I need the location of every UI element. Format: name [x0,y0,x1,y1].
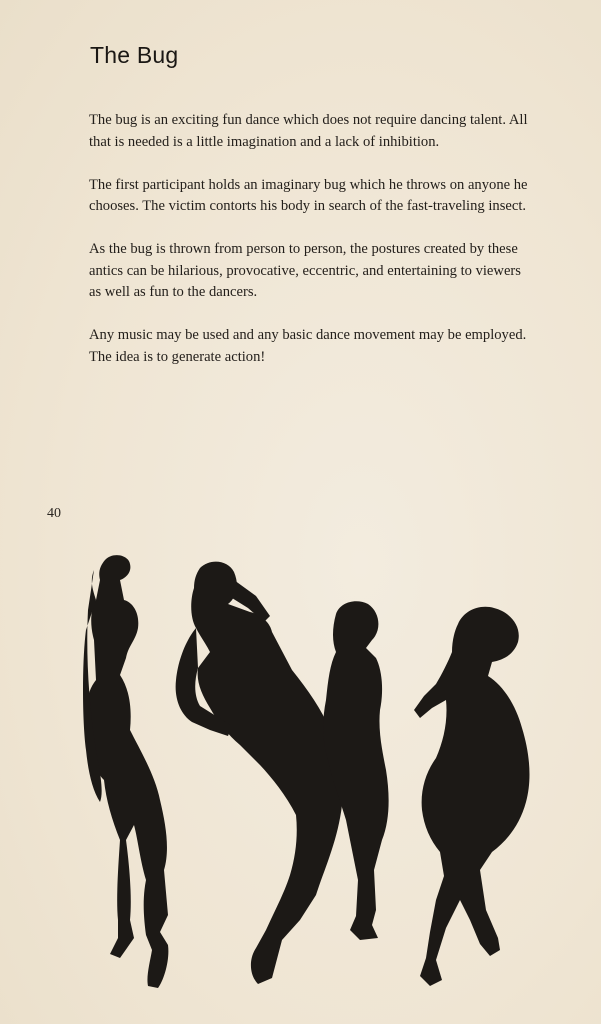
dancers-silhouette-icon [60,540,560,1010]
paragraph: The first participant holds an imaginary bug which he throws on anyone he chooses. The victim contorts his body in search of the fast-traveling insect. [89,176,528,214]
dancer-silhouette-3 [323,601,388,940]
dancer-silhouette-2 [176,562,343,984]
paragraph: The bug is an exciting fun dance which does not require dancing talent. All that is needed is a little imagination and a lack of inhibition. [89,112,528,150]
body-text [89,110,529,390]
paragraph: Any music may be used and any basic dance movement may be employed. The idea is to generate action! [89,327,527,365]
page-number: 40 [47,506,61,521]
page-title: The Bug [90,42,179,68]
dancer-silhouette-1 [83,555,168,988]
dancer-silhouette-4 [414,607,529,986]
dancers-photo [60,540,560,1010]
paragraph: As the bug is thrown from person to person, the postures created by these antics can be hilarious, provocative, eccentric, and entertaining to viewers as well as fun to the dancers. [89,241,521,300]
